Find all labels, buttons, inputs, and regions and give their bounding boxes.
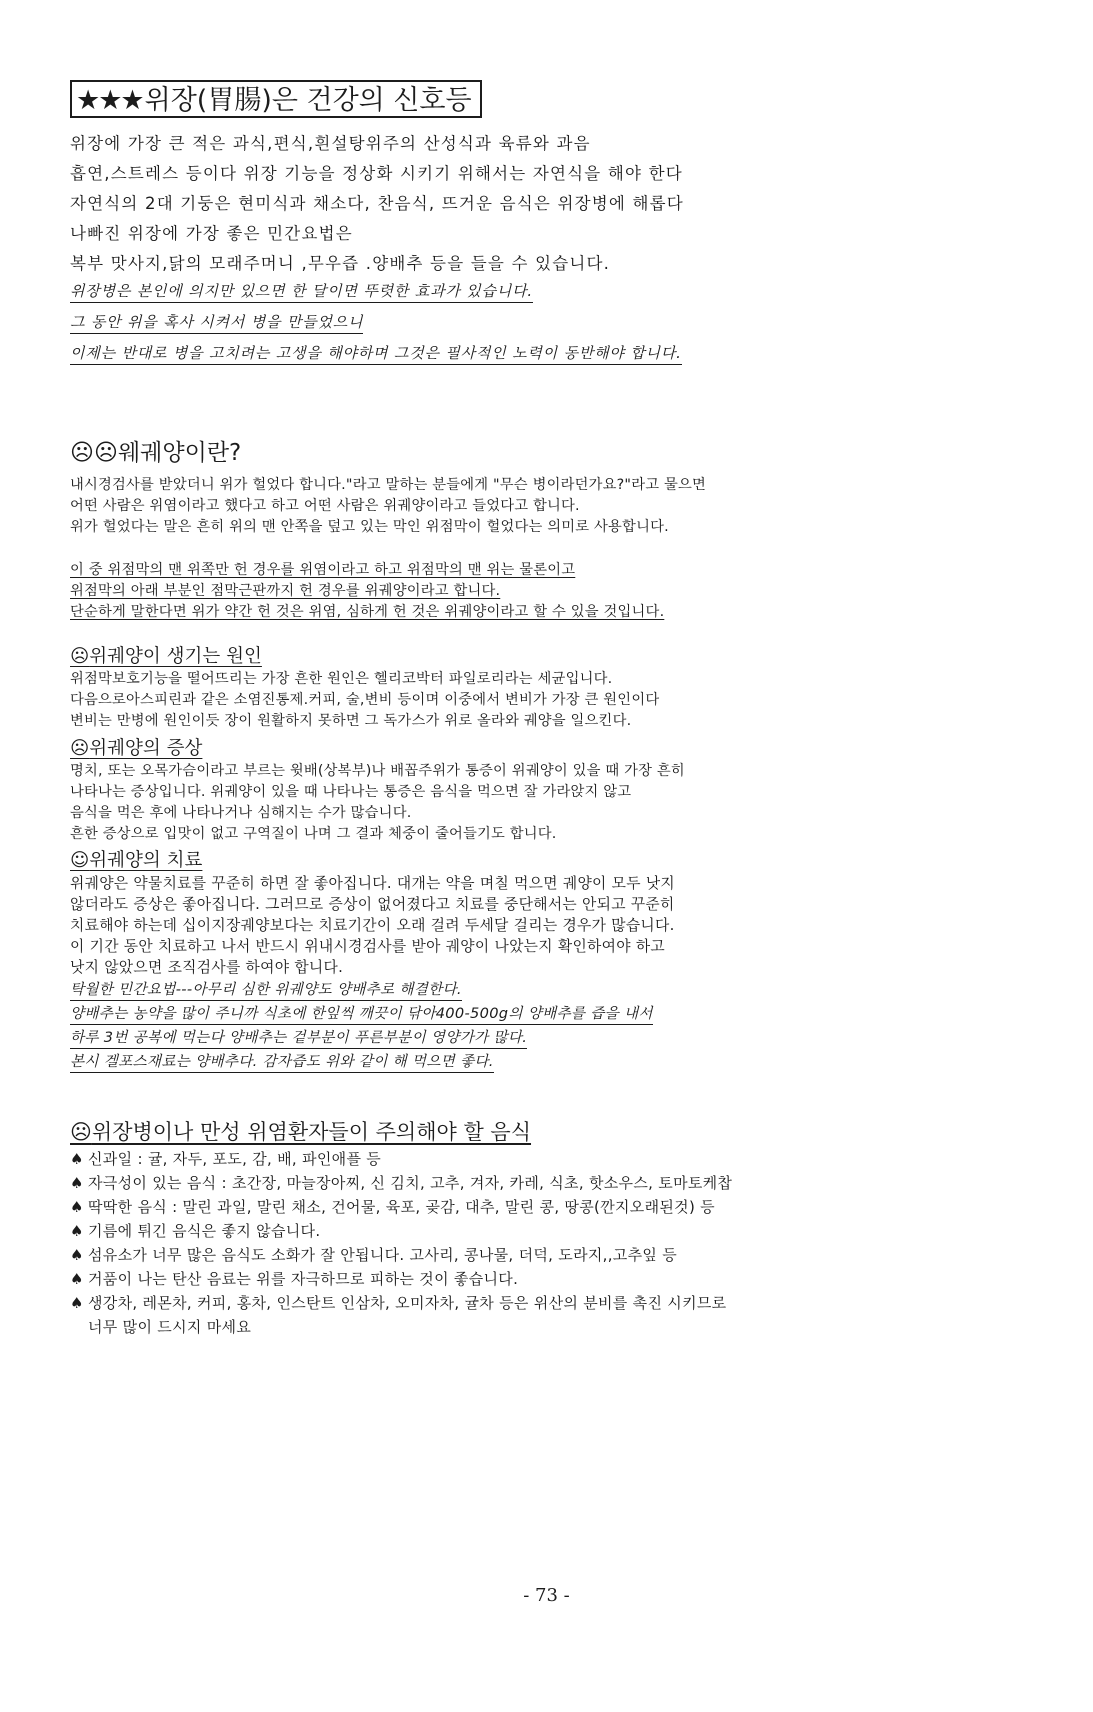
spade-icon: ♠ [70, 1270, 84, 1288]
smile-face-icon: ☺ [70, 850, 90, 871]
section-heading-symptoms: ☹위궤양의 증상 [70, 738, 203, 759]
spade-icon: ♠ [70, 1246, 84, 1264]
spade-icon: ♠ [70, 1174, 84, 1192]
section-heading-causes: ☹위궤양이 생기는 원인 [70, 646, 262, 667]
list-item: ♠ 생강차, 레몬차, 커피, 홍차, 인스탄트 인삼차, 오미자차, 귤차 등은 위산의 분비를 촉진 시키므로 [70, 1294, 727, 1312]
underlined-line: 이 중 위점막의 맨 위쪽만 헌 경우를 위염이라고 하고 위점막의 맨 위는 물론이고 [70, 562, 576, 578]
paragraph-line: 이 기간 동안 치료하고 나서 반드시 위내시경검사를 받아 궤양이 나았는지 확인하여야 하고 [70, 938, 666, 955]
paragraph-line: 다음으로아스피린과 같은 소염진통제.커피, 술,변비 등이며 이중에서 변비가 가장 큰 원인이다 [70, 692, 660, 708]
underlined-line: 위점막의 아래 부분인 점막근판까지 헌 경우를 위궤양이라고 합니다. [70, 583, 501, 599]
handwritten-note: 하루 3번 공복에 먹는다 양배추는 겉부분이 푸른부분이 영양가가 많다. [70, 1026, 527, 1049]
handwritten-note: 그 동안 위을 혹사 시켜서 병을 만들었으니 [70, 311, 363, 334]
paragraph-line: 어떤 사람은 위염이라고 했다고 하고 어떤 사람은 위궤양이라고 들었다고 합니다. [70, 498, 580, 514]
handwritten-note: 위장병은 본인에 의지만 있으면 한 달이면 뚜렷한 효과가 있습니다. [70, 280, 533, 303]
list-item: ♠ 섬유소가 너무 많은 음식도 소화가 잘 안됩니다. 고사리, 콩나물, 더덕, 도라지,,고추잎 등 [70, 1246, 678, 1264]
spade-icon: ♠ [70, 1294, 84, 1312]
spade-icon: ♠ [70, 1222, 84, 1240]
paragraph-line: 위점막보호기능을 떨어뜨리는 가장 흔한 원인은 헬리코박터 파일로리라는 세균입니다. [70, 671, 613, 687]
spade-icon: ♠ [70, 1198, 84, 1216]
handwritten-note: 탁월한 민간요법---아무리 심한 위궤양도 양배추로 해결한다. [70, 978, 462, 1001]
handwritten-note: 이제는 반대로 병을 고치려는 고생을 해야하며 그것은 필사적인 노력이 동반해야 합니다. [70, 342, 682, 365]
intro-line: 나빠진 위장에 가장 좋은 민간요법은 [70, 224, 353, 243]
list-item: ♠ 거품이 나는 탄산 음료는 위를 자극하므로 피하는 것이 좋습니다. [70, 1270, 519, 1288]
paragraph-line: 치료해야 하는데 십이지장궤양보다는 치료기간이 오래 걸려 두세달 걸리는 경우가 많습니다. [70, 917, 675, 934]
sad-face-icon: ☹☹ [70, 440, 118, 466]
paragraph-line: 내시경검사를 받았더니 위가 헐었다 합니다."라고 말하는 분들에게 "무슨 병이라던가요?"라고 물으면 [70, 477, 706, 493]
title-box [70, 80, 482, 118]
section-heading-ulcer-definition: ☹☹웨궤양이란? [70, 440, 242, 466]
paragraph-line: 않더라도 증상은 좋아집니다. 그러므로 증상이 없어졌다고 치료를 중단해서는 안되고 꾸준히 [70, 896, 675, 913]
paragraph-line: 나타나는 증상입니다. 위궤양이 있을 때 나타나는 통증은 음식을 먹으면 잘 가라앉지 않고 [70, 784, 632, 800]
paragraph-line: 변비는 만병에 원인이듯 장이 원활하지 못하면 그 독가스가 위로 올라와 궤양을 일으킨다. [70, 713, 632, 729]
list-item-continuation: 너무 많이 드시지 마세요 [88, 1318, 252, 1336]
sad-face-icon: ☹ [70, 1120, 92, 1144]
paragraph-line: 흔한 증상으로 입맛이 없고 구역질이 나며 그 결과 체중이 줄어들기도 합니다. [70, 826, 557, 842]
intro-line: 흡연,스트레스 등이다 위장 기능을 정상화 시키기 위해서는 자연식을 해야 한다 [70, 164, 683, 183]
handwritten-note: 본시 겔포스재료는 양배추다. 감자즙도 위와 같이 해 먹으면 좋다. [70, 1050, 494, 1073]
list-item: ♠ 딱딱한 음식 : 말린 과일, 말린 채소, 건어물, 육포, 곶감, 대추, 말린 콩, 땅콩(깐지오래된것) 등 [70, 1198, 715, 1216]
paragraph-line: 낫지 않았으면 조직검사를 하여야 합니다. [70, 959, 344, 976]
page-title: 위장(胃腸)은 건강의 신호등 [144, 85, 472, 116]
intro-line: 복부 맛사지,닭의 모래주머니 ,무우즙 .양배추 등을 들을 수 있습니다. [70, 254, 611, 273]
sad-face-icon: ☹ [70, 738, 90, 759]
intro-line: 자연식의 2대 기둥은 현미식과 채소다, 찬음식, 뜨거운 음식은 위장병에 해롭다 [70, 194, 684, 213]
section-heading-treatment: ☺위궤양의 치료 [70, 850, 203, 871]
intro-line: 위장에 가장 큰 적은 과식,편식,흰설탕위주의 산성식과 육류와 과음 [70, 134, 591, 153]
page-number: - 73 - [523, 1585, 570, 1606]
section-heading-foods-to-avoid: ☹위장병이나 만성 위염환자들이 주의해야 할 음식 [70, 1120, 532, 1144]
handwritten-note: 양배추는 농약을 많이 주니까 식초에 한잎씩 깨끗이 닦아400-500g의 양배추를 즙을 내서 [70, 1002, 653, 1025]
star-icons: ★★★ [76, 85, 143, 116]
list-item: ♠ 신과일 : 귤, 자두, 포도, 감, 배, 파인애플 등 [70, 1150, 382, 1168]
list-item: ♠ 자극성이 있는 음식 : 초간장, 마늘장아찌, 신 김치, 고추, 겨자, 카레, 식초, 핫소우스, 토마토케찹 [70, 1174, 733, 1192]
list-item: ♠ 기름에 튀긴 음식은 좋지 않습니다. [70, 1222, 321, 1240]
paragraph-line: 위가 헐었다는 말은 흔히 위의 맨 안쪽을 덮고 있는 막인 위점막이 헐었다는 의미로 사용합니다. [70, 519, 669, 535]
paragraph-line: 음식을 먹은 후에 나타나거나 심해지는 수가 많습니다. [70, 805, 412, 821]
paragraph-line: 위궤양은 약물치료를 꾸준히 하면 잘 좋아집니다. 대개는 약을 며칠 먹으면 궤양이 모두 낫지 [70, 875, 676, 892]
paragraph-line: 명치, 또는 오목가슴이라고 부르는 윗배(상복부)나 배꼽주위가 통증이 위궤양이 있을 때 가장 흔히 [70, 763, 685, 779]
sad-face-icon: ☹ [70, 646, 90, 667]
spade-icon: ♠ [70, 1150, 84, 1168]
underlined-line: 단순하게 말한다면 위가 약간 헌 것은 위염, 심하게 헌 것은 위궤양이라고 할 수 있을 것입니다. [70, 604, 665, 620]
